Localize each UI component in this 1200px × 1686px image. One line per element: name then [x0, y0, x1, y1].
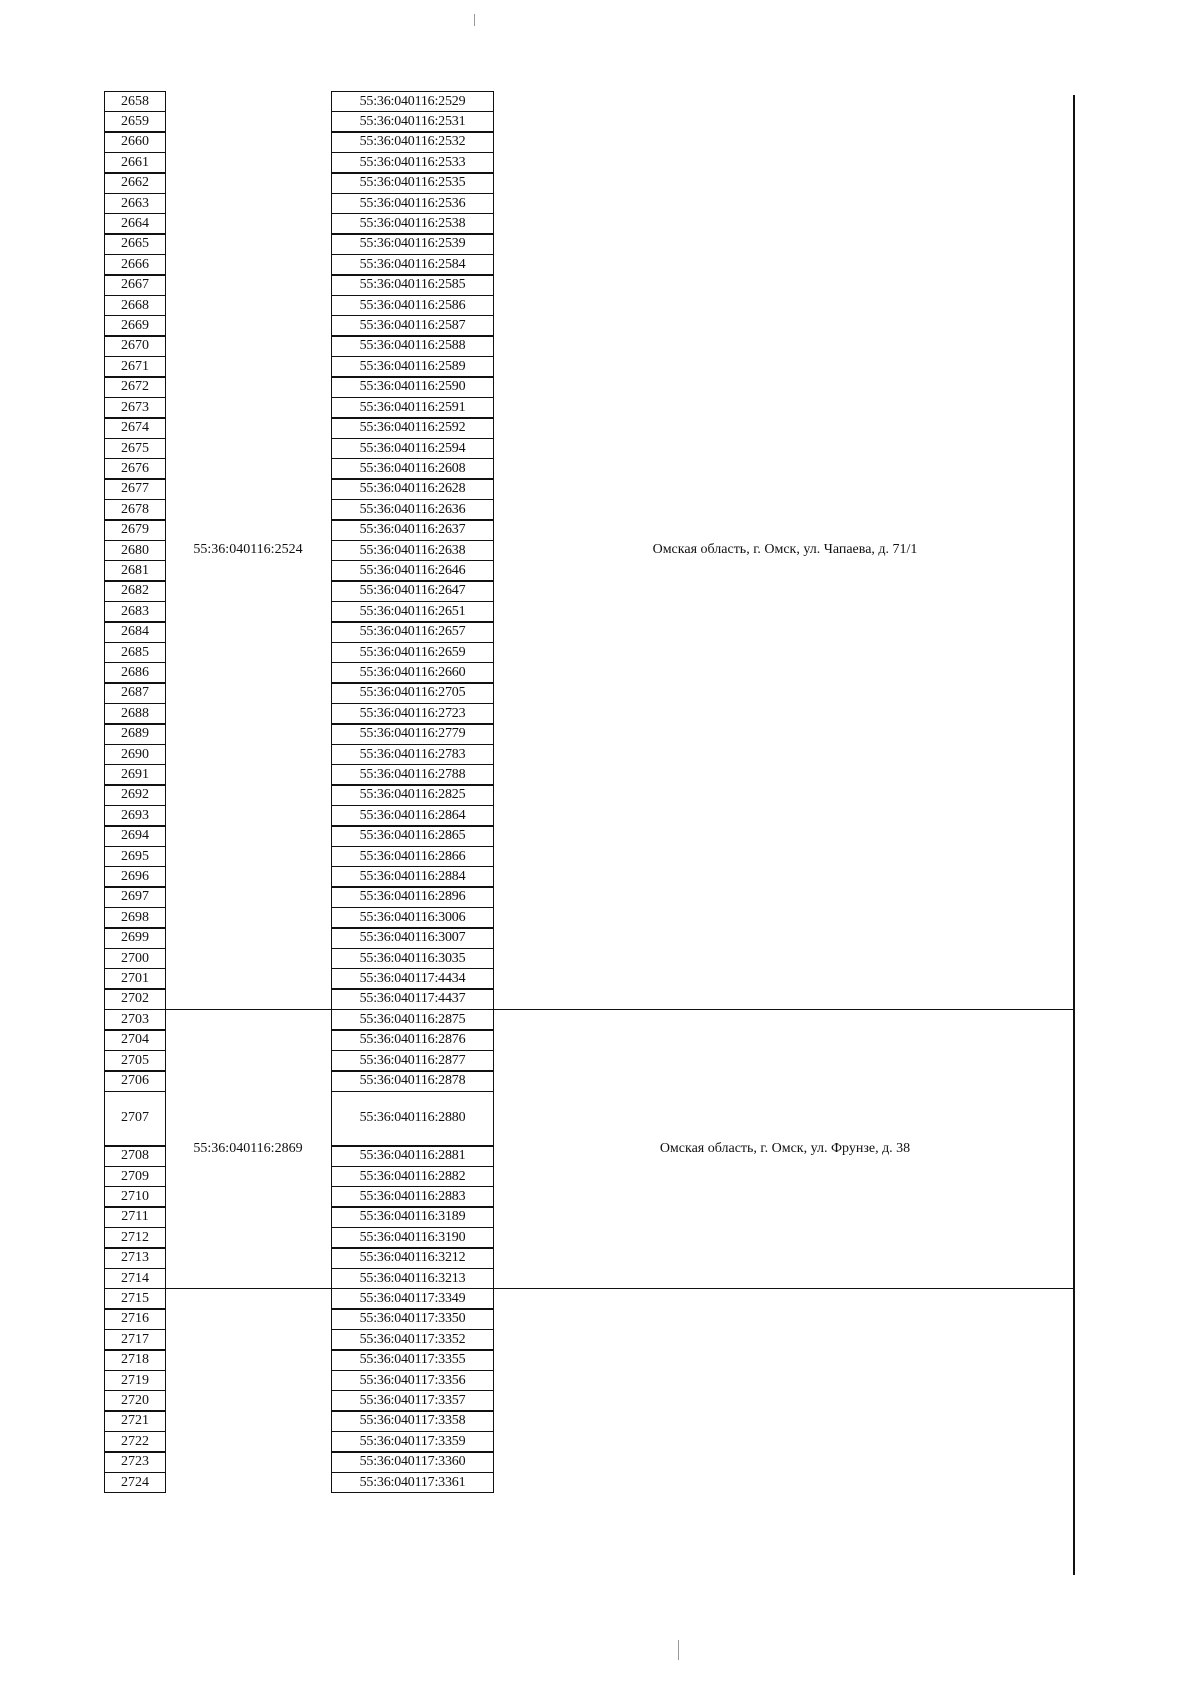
cadastral-number: 55:36:040116:3213 [331, 1268, 494, 1290]
cadastral-number: 55:36:040116:2880 [331, 1091, 494, 1147]
cadastral-number: 55:36:040117:4437 [331, 988, 494, 1010]
row-number: 2669 [104, 315, 166, 337]
cadastral-number: 55:36:040116:2705 [331, 682, 494, 704]
row-number: 2714 [104, 1268, 166, 1290]
row-number: 2682 [104, 580, 166, 602]
row-number: 2679 [104, 519, 166, 541]
row-number: 2701 [104, 968, 166, 990]
row-number: 2702 [104, 988, 166, 1010]
cadastral-number: 55:36:040116:2883 [331, 1186, 494, 1208]
row-number: 2685 [104, 642, 166, 664]
cadastral-number: 55:36:040117:3359 [331, 1431, 494, 1453]
cadastral-number: 55:36:040116:3190 [331, 1227, 494, 1249]
cadastral-number: 55:36:040116:2875 [331, 1009, 494, 1031]
cadastral-number: 55:36:040116:2877 [331, 1050, 494, 1072]
cadastral-number: 55:36:040116:2636 [331, 499, 494, 521]
cadastral-number: 55:36:040116:2585 [331, 274, 494, 296]
group-separator [166, 1288, 1075, 1289]
cadastral-number: 55:36:040116:3189 [331, 1206, 494, 1228]
row-number: 2716 [104, 1308, 166, 1330]
cadastral-number: 55:36:040116:2723 [331, 703, 494, 725]
parent-cadastral-number: 55:36:040116:2524 [193, 541, 303, 557]
cadastral-number: 55:36:040116:2896 [331, 886, 494, 908]
row-number: 2700 [104, 948, 166, 970]
row-number: 2676 [104, 458, 166, 480]
cadastral-number: 55:36:040117:3355 [331, 1349, 494, 1371]
cadastral-number: 55:36:040116:2825 [331, 784, 494, 806]
cadastral-number: 55:36:040116:2589 [331, 356, 494, 378]
row-number: 2707 [104, 1091, 166, 1147]
cadastral-number: 55:36:040116:2584 [331, 254, 494, 276]
row-number: 2672 [104, 376, 166, 398]
row-number: 2664 [104, 213, 166, 235]
object-address: Омская область, г. Омск, ул. Чапаева, д. 71/1 [652, 541, 918, 557]
cadastral-number: 55:36:040116:2590 [331, 376, 494, 398]
row-number: 2711 [104, 1206, 166, 1228]
cadastral-number: 55:36:040116:2538 [331, 213, 494, 235]
cadastral-number: 55:36:040116:2878 [331, 1070, 494, 1092]
cadastral-number: 55:36:040116:2591 [331, 397, 494, 419]
row-number: 2706 [104, 1070, 166, 1092]
row-number: 2723 [104, 1451, 166, 1473]
row-number: 2666 [104, 254, 166, 276]
row-number: 2694 [104, 825, 166, 847]
row-number: 2710 [104, 1186, 166, 1208]
cadastral-number: 55:36:040116:2592 [331, 417, 494, 439]
row-number: 2717 [104, 1329, 166, 1351]
parent-cadastral-number: 55:36:040116:2869 [193, 1140, 303, 1156]
table-right-border [1073, 95, 1075, 1575]
cadastral-number: 55:36:040117:3357 [331, 1390, 494, 1412]
row-number: 2677 [104, 478, 166, 500]
row-number: 2704 [104, 1029, 166, 1051]
row-number: 2661 [104, 152, 166, 174]
row-number: 2709 [104, 1166, 166, 1188]
row-number: 2703 [104, 1009, 166, 1031]
cadastral-number: 55:36:040116:2647 [331, 580, 494, 602]
cadastral-number: 55:36:040116:2586 [331, 295, 494, 317]
row-number: 2720 [104, 1390, 166, 1412]
row-number: 2663 [104, 193, 166, 215]
cadastral-number: 55:36:040117:3361 [331, 1472, 494, 1494]
cadastral-number: 55:36:040116:2535 [331, 172, 494, 194]
row-number: 2713 [104, 1247, 166, 1269]
cadastral-number: 55:36:040116:2646 [331, 560, 494, 582]
row-number: 2659 [104, 111, 166, 133]
cadastral-number: 55:36:040116:2660 [331, 662, 494, 684]
cadastral-number: 55:36:040116:2539 [331, 233, 494, 255]
cadastral-number: 55:36:040116:3006 [331, 907, 494, 929]
cadastral-number: 55:36:040116:2788 [331, 764, 494, 786]
row-number: 2684 [104, 621, 166, 643]
cadastral-number: 55:36:040116:2531 [331, 111, 494, 133]
cadastral-number: 55:36:040116:2587 [331, 315, 494, 337]
row-number: 2670 [104, 335, 166, 357]
cadastral-number: 55:36:040116:2864 [331, 805, 494, 827]
row-number: 2658 [104, 91, 166, 113]
cadastral-number: 55:36:040117:3358 [331, 1410, 494, 1432]
row-number: 2687 [104, 682, 166, 704]
row-number: 2690 [104, 744, 166, 766]
cadastral-number: 55:36:040116:2594 [331, 438, 494, 460]
cadastral-number: 55:36:040116:2536 [331, 193, 494, 215]
row-number: 2712 [104, 1227, 166, 1249]
row-number: 2681 [104, 560, 166, 582]
row-number: 2705 [104, 1050, 166, 1072]
row-number: 2683 [104, 601, 166, 623]
cadastral-number: 55:36:040117:3349 [331, 1288, 494, 1310]
row-number: 2715 [104, 1288, 166, 1310]
row-number: 2671 [104, 356, 166, 378]
cadastral-number: 55:36:040116:2865 [331, 825, 494, 847]
row-number: 2662 [104, 172, 166, 194]
row-number: 2686 [104, 662, 166, 684]
cadastral-number: 55:36:040116:2659 [331, 642, 494, 664]
row-number: 2667 [104, 274, 166, 296]
row-number: 2692 [104, 784, 166, 806]
cadastral-number: 55:36:040117:3352 [331, 1329, 494, 1351]
row-number: 2695 [104, 846, 166, 868]
cadastral-number: 55:36:040117:3356 [331, 1370, 494, 1392]
row-number: 2722 [104, 1431, 166, 1453]
row-number: 2691 [104, 764, 166, 786]
row-number: 2675 [104, 438, 166, 460]
cadastral-number: 55:36:040116:2533 [331, 152, 494, 174]
cadastral-number: 55:36:040117:3360 [331, 1451, 494, 1473]
cadastral-number: 55:36:040116:2884 [331, 866, 494, 888]
row-number: 2665 [104, 233, 166, 255]
cadastral-number: 55:36:040116:3035 [331, 948, 494, 970]
cadastral-number: 55:36:040116:2882 [331, 1166, 494, 1188]
row-number: 2698 [104, 907, 166, 929]
row-number: 2693 [104, 805, 166, 827]
cadastral-number-column [331, 92, 494, 1493]
row-number: 2696 [104, 866, 166, 888]
row-number: 2660 [104, 131, 166, 153]
cadastral-number: 55:36:040116:2628 [331, 478, 494, 500]
cadastral-number: 55:36:040116:2783 [331, 744, 494, 766]
cadastral-number: 55:36:040116:2608 [331, 458, 494, 480]
row-number: 2724 [104, 1472, 166, 1494]
row-number: 2678 [104, 499, 166, 521]
cadastral-number: 55:36:040116:3007 [331, 927, 494, 949]
cadastral-number: 55:36:040116:2881 [331, 1145, 494, 1167]
row-number: 2721 [104, 1410, 166, 1432]
cadastral-number: 55:36:040117:4434 [331, 968, 494, 990]
scan-mark [474, 14, 475, 26]
cadastral-number: 55:36:040116:2866 [331, 846, 494, 868]
row-number: 2719 [104, 1370, 166, 1392]
row-number: 2668 [104, 295, 166, 317]
cadastral-number: 55:36:040116:2529 [331, 91, 494, 113]
cadastral-number: 55:36:040116:2588 [331, 335, 494, 357]
group-separator [166, 1009, 1075, 1010]
cadastral-number: 55:36:040116:2638 [331, 540, 494, 562]
row-number: 2680 [104, 540, 166, 562]
cadastral-number: 55:36:040116:2651 [331, 601, 494, 623]
row-number: 2689 [104, 723, 166, 745]
row-number: 2673 [104, 397, 166, 419]
cadastral-number: 55:36:040116:2637 [331, 519, 494, 541]
cadastral-number: 55:36:040116:2779 [331, 723, 494, 745]
object-address: Омская область, г. Омск, ул. Фрунзе, д. 38 [659, 1140, 911, 1156]
row-number: 2697 [104, 886, 166, 908]
row-number: 2699 [104, 927, 166, 949]
cadastral-number: 55:36:040116:2876 [331, 1029, 494, 1051]
row-number: 2708 [104, 1145, 166, 1167]
scan-mark [678, 1640, 679, 1660]
row-number: 2688 [104, 703, 166, 725]
cadastral-number: 55:36:040116:2532 [331, 131, 494, 153]
row-number: 2718 [104, 1349, 166, 1371]
cadastral-number: 55:36:040116:3212 [331, 1247, 494, 1269]
cadastral-number: 55:36:040117:3350 [331, 1308, 494, 1330]
row-number-column [104, 92, 166, 1493]
row-number: 2674 [104, 417, 166, 439]
cadastral-number: 55:36:040116:2657 [331, 621, 494, 643]
